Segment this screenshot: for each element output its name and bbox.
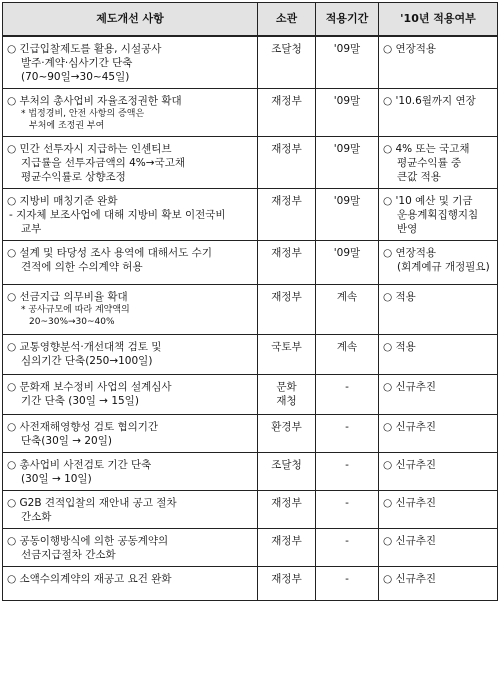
- status-line: ○ 신규추진: [383, 535, 437, 547]
- reform-item-cell: [3, 567, 258, 601]
- header-period: 적용기간: [316, 3, 379, 37]
- reform-item-line: 교부: [21, 223, 42, 235]
- status-cell: [379, 189, 498, 241]
- dept-cell: 재정부: [258, 189, 316, 241]
- dept-cell: 환경부: [258, 415, 316, 453]
- dept-cell: 조달청: [258, 36, 316, 89]
- period-cell: -: [316, 415, 379, 453]
- period-cell: 계속: [316, 335, 379, 375]
- status-line: ○ 4% 또는 국고채: [383, 143, 470, 155]
- status-line: ○ '10.6월까지 연장: [383, 95, 476, 107]
- dept-cell: 국토부: [258, 335, 316, 375]
- period-cell: -: [316, 453, 379, 491]
- period-cell: 계속: [316, 285, 379, 335]
- status-line: ○ 적용: [383, 291, 416, 303]
- table-row: [3, 189, 498, 241]
- reform-item-line: ○ 지방비 매칭기준 완화: [7, 195, 118, 207]
- reform-item-cell: [3, 529, 258, 567]
- status-cell: [379, 529, 498, 567]
- reform-item-line: 기간 단축 (30일 → 15일): [21, 395, 139, 407]
- reform-item-line: 지급률을 선투자금액의 4%→국고채: [21, 157, 185, 169]
- header-item: 제도개선 사항: [3, 3, 258, 37]
- dept-cell: 재정부: [258, 491, 316, 529]
- dept-cell: 재정부: [258, 241, 316, 285]
- status-line: ○ 연장적용: [383, 247, 437, 259]
- reform-item-cell: [3, 36, 258, 89]
- period-cell: -: [316, 491, 379, 529]
- dept-cell: 조달청: [258, 453, 316, 491]
- reform-item-line: (30일 → 10일): [21, 473, 92, 485]
- reform-item-line: 20~30%→30~40%: [29, 317, 115, 327]
- table-row: [3, 453, 498, 491]
- table-row: [3, 241, 498, 285]
- reform-item-line: 발주·계약·심사기간 단축: [21, 57, 133, 69]
- reform-item-line: 평균수익률로 상향조정: [21, 171, 126, 183]
- reform-item-line: ○ G2B 견적입찰의 재안내 공고 절차: [7, 497, 177, 509]
- table-row: [3, 285, 498, 335]
- header-row: [3, 3, 498, 37]
- reform-item-line: ○ 교통영향분석·개선대책 검토 및: [7, 341, 162, 353]
- table-row: [3, 335, 498, 375]
- table-row: [3, 375, 498, 415]
- status-cell: [379, 89, 498, 137]
- reform-item-cell: [3, 491, 258, 529]
- table-row: [3, 89, 498, 137]
- reform-item-line: - 지자체 보조사업에 대해 지방비 확보 이전국비: [9, 209, 226, 221]
- reform-item-line: 선금지급절차 간소화: [21, 549, 116, 561]
- reform-item-line: 간소화: [21, 511, 52, 523]
- reform-item-cell: [3, 453, 258, 491]
- period-cell: -: [316, 529, 379, 567]
- status-cell: [379, 453, 498, 491]
- dept-cell: 문화 재청: [258, 375, 316, 415]
- table-body: [3, 36, 498, 601]
- period-cell: -: [316, 375, 379, 415]
- reform-item-line: 부처에 조정권 부여: [29, 121, 105, 131]
- reform-item-cell: [3, 137, 258, 189]
- status-cell: [379, 36, 498, 89]
- status-cell: [379, 415, 498, 453]
- reform-item-line: ○ 공동이행방식에 의한 공동계약의: [7, 535, 169, 547]
- status-cell: [379, 375, 498, 415]
- period-cell: '09말: [316, 137, 379, 189]
- status-cell: [379, 335, 498, 375]
- table-row: [3, 491, 498, 529]
- period-cell: '09말: [316, 89, 379, 137]
- table-row: [3, 137, 498, 189]
- status-cell: [379, 285, 498, 335]
- reform-item-line: ○ 문화재 보수정비 사업의 설계심사: [7, 381, 172, 393]
- status-line: 운용계획집행지침: [397, 209, 479, 221]
- header-status: '10년 적용여부: [379, 3, 498, 37]
- reform-item-cell: [3, 335, 258, 375]
- reform-item-line: (70~90일→30~45일): [21, 71, 130, 83]
- reform-item-line: ○ 소액수의계약의 재공고 요건 완화: [7, 573, 172, 585]
- status-line: ○ 신규추진: [383, 497, 437, 509]
- reform-item-line: * 법정경비, 안전 사항의 증액은: [21, 109, 145, 119]
- dept-cell: 재정부: [258, 567, 316, 601]
- period-cell: -: [316, 567, 379, 601]
- status-line: ○ 신규추진: [383, 459, 437, 471]
- reform-item-line: 단축(30일 → 20일): [21, 435, 112, 447]
- reform-item-cell: [3, 375, 258, 415]
- reform-item-line: ○ 긴급입찰제도를 활용, 시설공사: [7, 43, 162, 55]
- status-line: ○ 적용: [383, 341, 416, 353]
- status-cell: [379, 491, 498, 529]
- status-line: ○ '10 예산 및 기금: [383, 195, 473, 207]
- table-row: [3, 567, 498, 601]
- reform-table: [2, 2, 498, 601]
- table-row: [3, 529, 498, 567]
- table-row: [3, 415, 498, 453]
- reform-item-line: * 공사규모에 따라 계약액의: [21, 305, 130, 315]
- reform-item-line: ○ 총사업비 사전검토 기간 단축: [7, 459, 152, 471]
- reform-item-line: ○ 설계 및 타당성 조사 용역에 대해서도 수기: [7, 247, 212, 259]
- reform-item-cell: [3, 89, 258, 137]
- dept-cell: 재정부: [258, 137, 316, 189]
- status-line: ○ 신규추진: [383, 573, 437, 585]
- status-cell: [379, 137, 498, 189]
- status-cell: [379, 567, 498, 601]
- reform-item-line: ○ 부처의 총사업비 자율조정권한 확대: [7, 95, 182, 107]
- reform-item-cell: [3, 415, 258, 453]
- period-cell: '09말: [316, 189, 379, 241]
- period-cell: '09말: [316, 36, 379, 89]
- table-row: [3, 36, 498, 89]
- dept-cell: 재정부: [258, 89, 316, 137]
- status-line: ○ 연장적용: [383, 43, 437, 55]
- status-line: 반영: [397, 223, 418, 235]
- status-line: 평균수익률 중: [397, 157, 462, 169]
- status-line: ○ 신규추진: [383, 421, 437, 433]
- dept-cell: 재정부: [258, 529, 316, 567]
- reform-item-line: 견적에 의한 수의계약 허용: [21, 261, 143, 273]
- dept-cell: 재정부: [258, 285, 316, 335]
- period-cell: '09말: [316, 241, 379, 285]
- reform-item-line: ○ 사전재해영향성 검토 협의기간: [7, 421, 159, 433]
- reform-item-line: ○ 민간 선투자시 지급하는 인센티브: [7, 143, 172, 155]
- reform-item-cell: [3, 189, 258, 241]
- header-dept: 소관: [258, 3, 316, 37]
- status-line: 큰값 적용: [397, 171, 441, 183]
- status-line: (회계예규 개정필요): [397, 261, 490, 273]
- status-cell: [379, 241, 498, 285]
- reform-item-cell: [3, 285, 258, 335]
- status-line: ○ 신규추진: [383, 381, 437, 393]
- reform-item-line: 심의기간 단축(250→100일): [21, 355, 153, 367]
- reform-item-cell: [3, 241, 258, 285]
- reform-item-line: ○ 선금지급 의무비율 확대: [7, 291, 128, 303]
